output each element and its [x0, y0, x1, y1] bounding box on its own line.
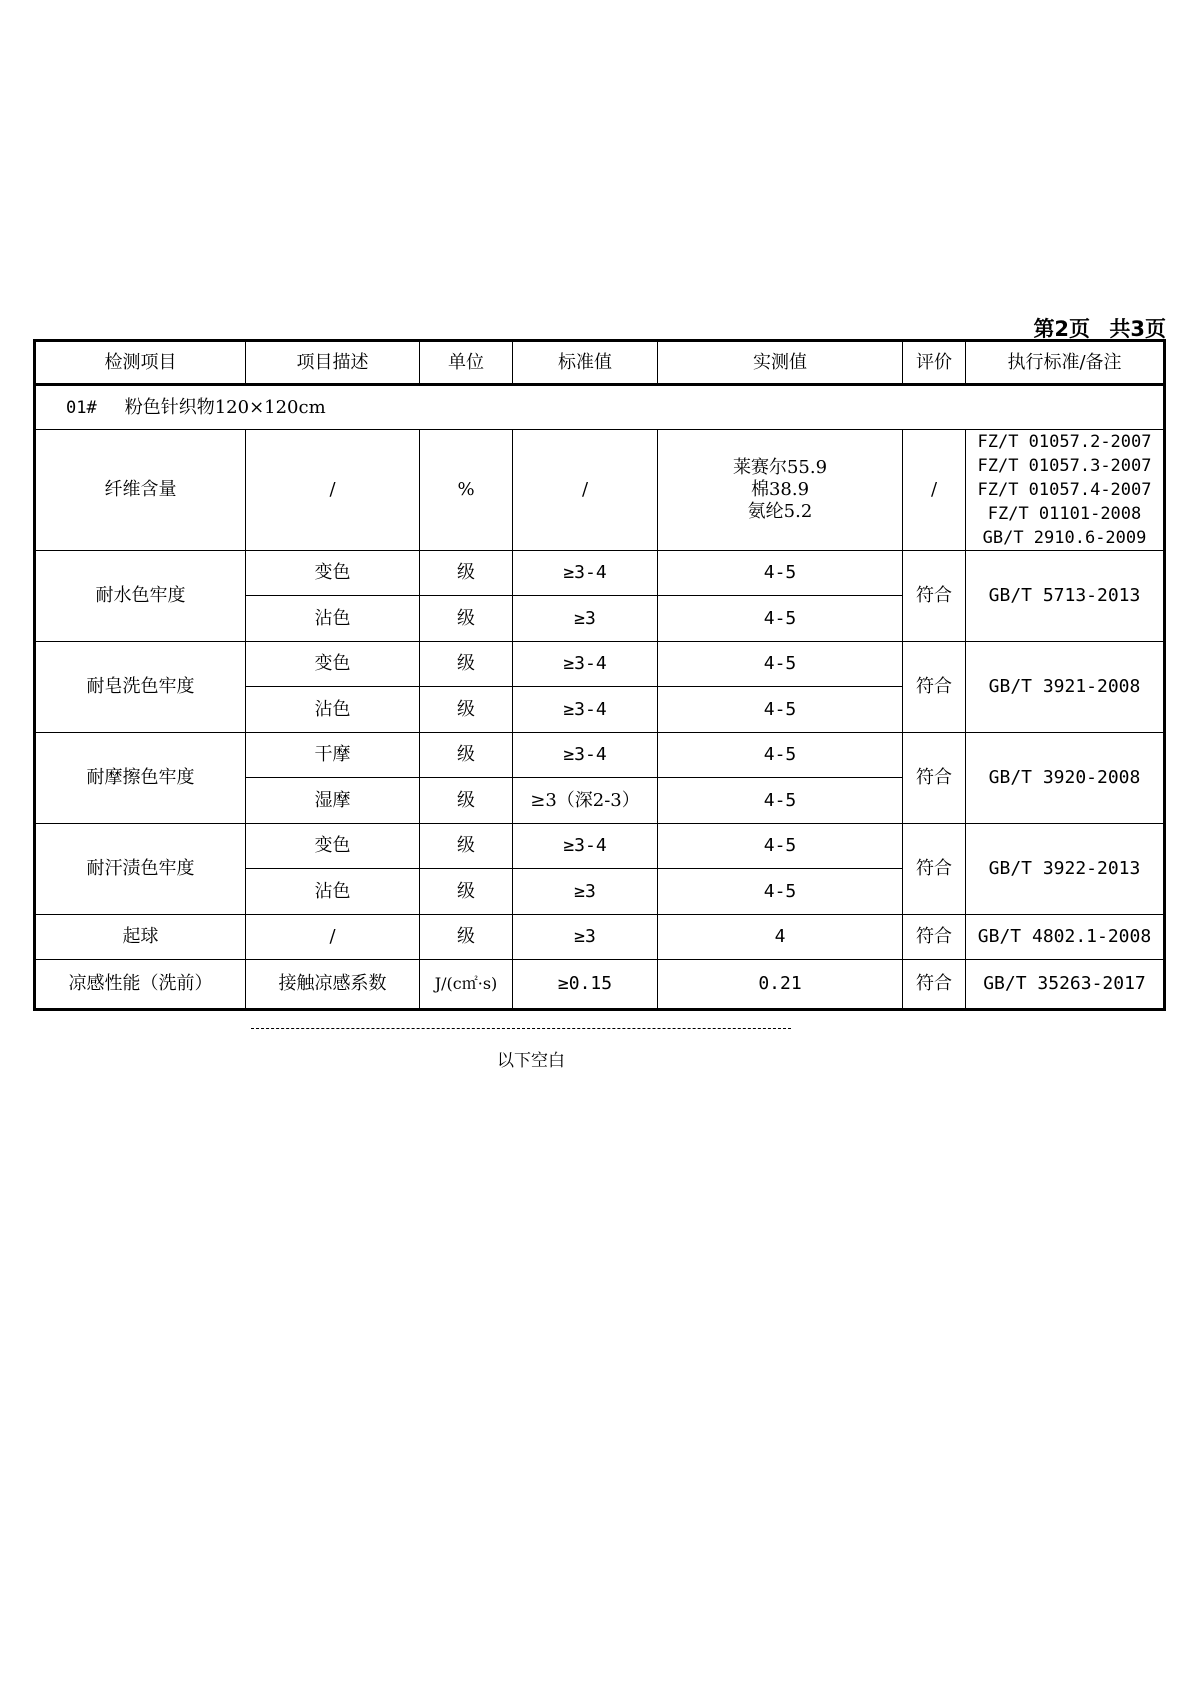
measured-cell: 4-5: [658, 778, 903, 824]
header-cell: 执行标准/备注: [966, 341, 1165, 385]
desc-cell: 湿摩: [246, 778, 420, 824]
standard-cell: ≥3-4: [513, 642, 658, 687]
method-line: FZ/T 01057.3-2007: [977, 456, 1152, 476]
unit-cell: %: [420, 430, 513, 551]
standard-cell: ≥3-4: [513, 687, 658, 733]
unit-cell: 级: [420, 733, 513, 778]
standard-cell: ≥3（深2-3）: [513, 778, 658, 824]
evaluation-cell: /: [903, 430, 966, 551]
measured-cell: 4-5: [658, 596, 903, 642]
header-cell: 实测值: [658, 341, 903, 385]
measured-cell: 4-5: [658, 642, 903, 687]
sample-description: 粉色针织物120×120cm: [124, 396, 326, 418]
unit-cell: 级: [420, 778, 513, 824]
method-line: FZ/T 01057.2-2007: [977, 432, 1152, 452]
evaluation-cell: 符合: [903, 642, 966, 733]
method-cell: GB/T 35263-2017: [966, 960, 1165, 1010]
method-cell: GB/T 5713-2013: [966, 551, 1165, 642]
standard-cell: ≥3: [513, 915, 658, 960]
standard-cell: ≥3: [513, 869, 658, 915]
page-current: 第2页: [1033, 317, 1091, 341]
method-cell: GB/T 3922-2013: [966, 824, 1165, 915]
unit-cell: 级: [420, 596, 513, 642]
desc-cell: 干摩: [246, 733, 420, 778]
desc-cell: /: [246, 915, 420, 960]
item-cell: 耐摩擦色牢度: [35, 733, 246, 824]
item-cell: 耐汗渍色牢度: [35, 824, 246, 915]
measured-cell: 4-5: [658, 733, 903, 778]
evaluation-cell: 符合: [903, 551, 966, 642]
method-cell: [966, 430, 1165, 551]
table-row: [35, 960, 1165, 1010]
method-cell: GB/T 3921-2008: [966, 642, 1165, 733]
unit-cell: J/(c㎡·s): [420, 960, 513, 1010]
item-cell: 耐水色牢度: [35, 551, 246, 642]
desc-cell: /: [246, 430, 420, 551]
method-line: FZ/T 01101-2008: [987, 504, 1142, 524]
standard-cell: ≥0.15: [513, 960, 658, 1010]
unit-cell: 级: [420, 869, 513, 915]
unit-cell: 级: [420, 551, 513, 596]
method-line: GB/T 2910.6-2009: [982, 528, 1147, 548]
desc-cell: 变色: [246, 824, 420, 869]
measured-cell: 4-5: [658, 824, 903, 869]
measured-line: 莱赛尔55.9: [732, 457, 828, 478]
standard-cell: ≥3: [513, 596, 658, 642]
header-cell: 标准值: [513, 341, 658, 385]
unit-cell: 级: [420, 824, 513, 869]
method-line: FZ/T 01057.4-2007: [977, 480, 1152, 500]
evaluation-cell: 符合: [903, 733, 966, 824]
evaluation-cell: 符合: [903, 824, 966, 915]
desc-cell: 沾色: [246, 596, 420, 642]
header-cell: 项目描述: [246, 341, 420, 385]
standard-cell: ≥3-4: [513, 824, 658, 869]
table-row: [35, 642, 1165, 687]
page-total: 共3页: [1109, 317, 1166, 341]
sample-row: [35, 385, 1165, 430]
table-row: [35, 551, 1165, 596]
measured-cell: 4-5: [658, 551, 903, 596]
unit-cell: 级: [420, 915, 513, 960]
method-cell: GB/T 3920-2008: [966, 733, 1165, 824]
table-row: [35, 824, 1165, 869]
table-row: [35, 430, 1165, 551]
desc-cell: 变色: [246, 551, 420, 596]
table-row: [35, 915, 1165, 960]
item-cell: 凉感性能（洗前）: [35, 960, 246, 1010]
blank-divider: [251, 1028, 791, 1029]
measured-line: 棉38.9: [750, 479, 810, 500]
table-row: [35, 733, 1165, 778]
standard-cell: /: [513, 430, 658, 551]
header-cell: 检测项目: [35, 341, 246, 385]
evaluation-cell: 符合: [903, 915, 966, 960]
sample-label: [35, 385, 1165, 430]
blank-notice: 以下空白: [497, 1051, 565, 1071]
measured-cell: 4-5: [658, 687, 903, 733]
item-cell: 起球: [35, 915, 246, 960]
method-cell: GB/T 4802.1-2008: [966, 915, 1165, 960]
evaluation-cell: 符合: [903, 960, 966, 1010]
measured-cell: 4-5: [658, 869, 903, 915]
unit-cell: 级: [420, 642, 513, 687]
measured-cell: [658, 430, 903, 551]
item-cell: 耐皂洗色牢度: [35, 642, 246, 733]
item-cell: 纤维含量: [35, 430, 246, 551]
desc-cell: 接触凉感系数: [246, 960, 420, 1010]
measured-cell: 4: [658, 915, 903, 960]
header-cell: 评价: [903, 341, 966, 385]
unit-cell: 级: [420, 687, 513, 733]
desc-cell: 沾色: [246, 869, 420, 915]
table-header-row: [35, 341, 1165, 385]
sample-id: 01#: [66, 397, 97, 418]
test-results-table: [33, 339, 1166, 1011]
desc-cell: 变色: [246, 642, 420, 687]
standard-cell: ≥3-4: [513, 551, 658, 596]
measured-cell: 0.21: [658, 960, 903, 1010]
standard-cell: ≥3-4: [513, 733, 658, 778]
header-cell: 单位: [420, 341, 513, 385]
desc-cell: 沾色: [246, 687, 420, 733]
measured-line: 氨纶5.2: [747, 501, 813, 522]
